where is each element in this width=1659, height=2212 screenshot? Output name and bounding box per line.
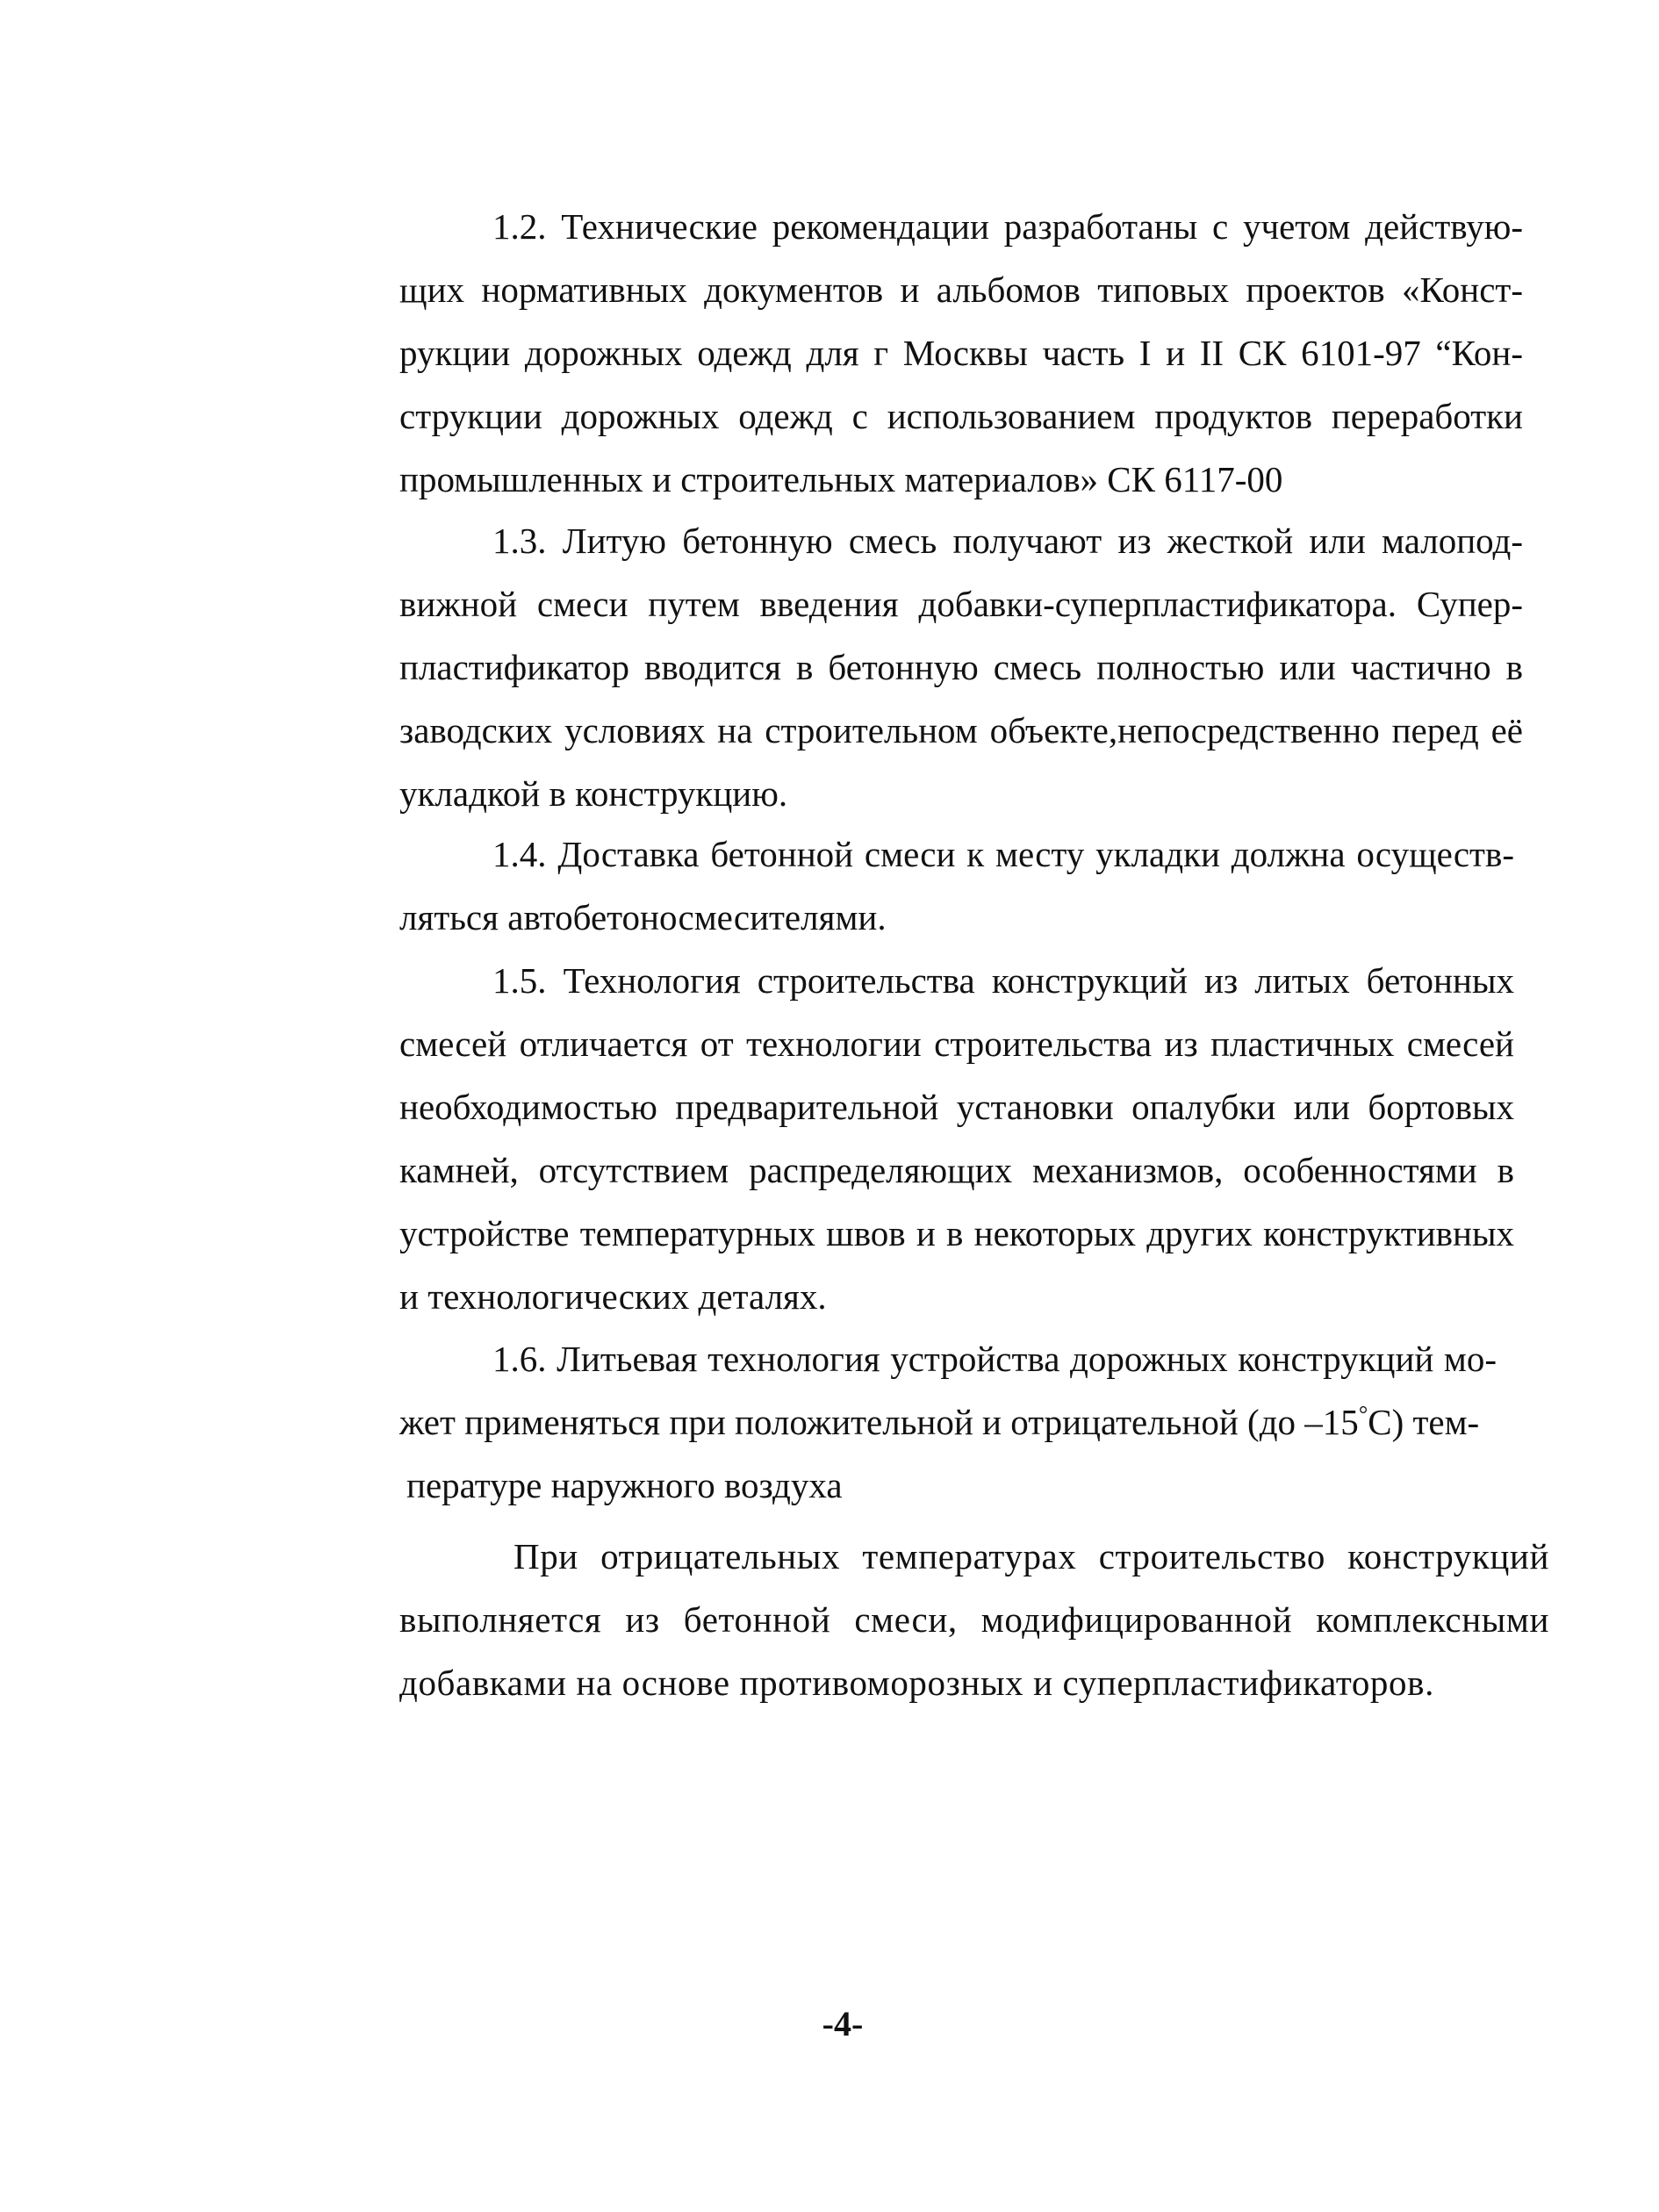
text-line: При отрицательных температурах строительство конструкций (514, 1536, 1549, 1576)
text-line: пластификатор вводится в бетонную смесь полностью или частично в (399, 647, 1523, 687)
text-line: пературе наружного воздуха (406, 1465, 843, 1505)
degree-sign: ° (1358, 1401, 1368, 1427)
text-line: добавками на основе противоморозных и суперпластификаторов. (399, 1663, 1434, 1703)
text-line: щих нормативных документов и альбомов типовых проектов «Конст- (399, 269, 1523, 310)
paragraph-1-2 (399, 195, 1523, 511)
text-line: и технологических деталях. (399, 1276, 827, 1317)
text-line-with-degree (399, 1390, 1497, 1454)
text-line: 1.4. Доставка бетонной смеси к месту укладки должна осуществ- (492, 834, 1514, 874)
paragraph-1-6 (399, 1327, 1497, 1517)
text-line: укладкой в конструкцию. (399, 773, 788, 814)
paragraph-1-6-continuation (399, 1525, 1549, 1714)
text-fragment: С) тем- (1368, 1402, 1480, 1442)
text-line: смесей отличается от технологии строительства из пластичных смесей (399, 1023, 1514, 1064)
paragraph-1-4 (399, 822, 1514, 949)
text-line: струкции дорожных одежд с использованием продуктов переработки (399, 396, 1523, 436)
text-line: 1.5. Технология строительства конструкций из литых бетонных (492, 960, 1514, 1001)
text-line: промышленных и строительных материалов» СК 6117-00 (399, 459, 1283, 499)
text-line: устройстве температурных швов и в некоторых других конструктивных (399, 1213, 1514, 1253)
text-fragment: жет применяться при положительной и отрицательной (до –15 (399, 1402, 1359, 1442)
text-line: вижной смеси путем введения добавки-суперпластификатора. Супер- (399, 584, 1523, 624)
text-line: выполняется из бетонной смеси, модифицированной комплексными (399, 1599, 1549, 1640)
text-line: ляться автобетоносмесителями. (399, 897, 887, 937)
text-line: 1.2. Технические рекомендации разработаны с учетом действую- (492, 206, 1523, 247)
text-line: 1.3. Литую бетонную смесь получают из жесткой или малопод- (492, 521, 1523, 561)
paragraph-1-5 (399, 949, 1514, 1328)
text-line: заводских условиях на строительном объекте,непосредственно перед её (399, 710, 1523, 750)
text-line: рукции дорожных одежд для г Москвы часть I и II СК 6101-97 “Кон- (399, 333, 1523, 373)
page-number: -4- (822, 2004, 864, 2043)
text-line: необходимостью предварительной установки опалубки или бортовых (399, 1087, 1514, 1127)
text-line: камней, отсутствием распределяющих механизмов, особенностями в (399, 1150, 1514, 1190)
paragraph-1-3 (399, 509, 1523, 825)
text-line: 1.6. Литьевая технология устройства дорожных конструкций мо- (492, 1339, 1497, 1379)
